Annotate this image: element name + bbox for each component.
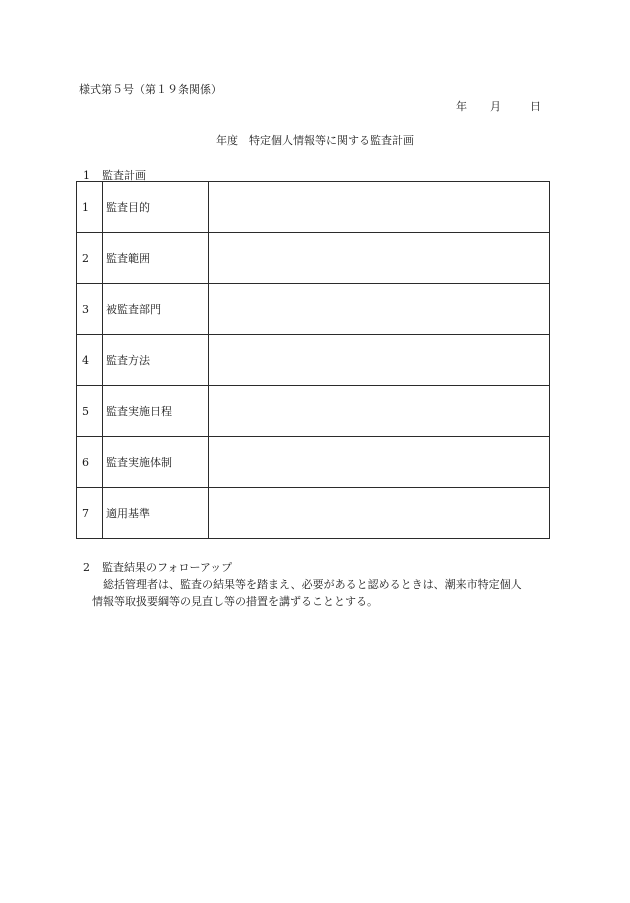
- row-number: 1: [77, 182, 103, 233]
- row-value-cell[interactable]: [209, 182, 550, 233]
- row-number: 3: [77, 284, 103, 335]
- date-line: [456, 98, 541, 114]
- row-number: 7: [77, 488, 103, 539]
- row-number: 6: [77, 437, 103, 488]
- table-row: [77, 233, 550, 284]
- section1-number: 1: [83, 169, 90, 182]
- table-row: [77, 488, 550, 539]
- date-month-label: 月: [490, 100, 501, 113]
- date-year-label: 年: [456, 100, 467, 113]
- table-row: [77, 335, 550, 386]
- section2-heading: [83, 559, 232, 575]
- date-day-label: 日: [530, 100, 541, 113]
- row-label: 監査実施日程: [103, 386, 209, 437]
- row-value-cell[interactable]: [209, 335, 550, 386]
- row-label: 適用基準: [103, 488, 209, 539]
- section2-body-line: 総括管理者は、監査の結果等を踏まえ、必要があると認めるときは、潮来市特定個人: [103, 578, 522, 591]
- section2-body-line: 情報等取扱要綱等の見直し等の措置を講ずることとする。: [92, 595, 378, 608]
- section2-body: [83, 576, 558, 610]
- row-label: 監査実施体制: [103, 437, 209, 488]
- row-label: 監査目的: [103, 182, 209, 233]
- table-row: [77, 386, 550, 437]
- row-value-cell[interactable]: [209, 233, 550, 284]
- row-label: 被監査部門: [103, 284, 209, 335]
- row-value-cell[interactable]: [209, 386, 550, 437]
- table-row: [77, 284, 550, 335]
- section2-title: 監査結果のフォローアップ: [102, 561, 233, 574]
- audit-plan-table: [76, 181, 550, 539]
- row-label: 監査方法: [103, 335, 209, 386]
- row-value-cell[interactable]: [209, 284, 550, 335]
- form-number: 様式第５号（第１９条関係）: [79, 83, 222, 96]
- section2-number: 2: [83, 561, 90, 574]
- row-number: 4: [77, 335, 103, 386]
- section1-title: 監査計画: [102, 169, 146, 182]
- row-value-cell[interactable]: [209, 437, 550, 488]
- table-row: [77, 182, 550, 233]
- row-number: 5: [77, 386, 103, 437]
- table-row: [77, 437, 550, 488]
- row-number: 2: [77, 233, 103, 284]
- row-value-cell[interactable]: [209, 488, 550, 539]
- row-label: 監査範囲: [103, 233, 209, 284]
- document-title: 年度 特定個人情報等に関する監査計画: [216, 134, 414, 147]
